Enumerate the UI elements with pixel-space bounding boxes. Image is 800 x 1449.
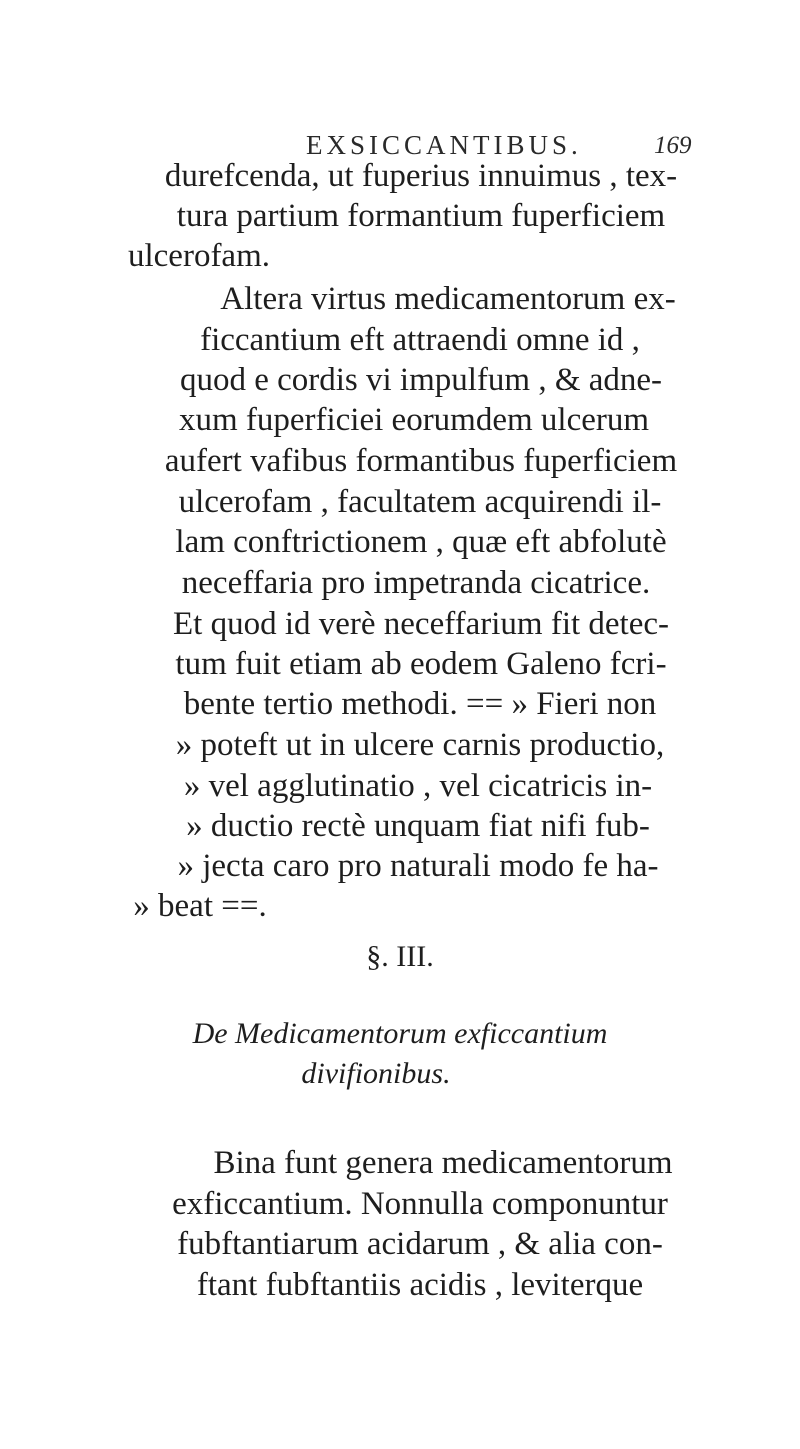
section-title: De Medicamentorum exficcantium [192,1017,608,1050]
text-line: ulcerofam , facultatem acquirendi il- [178,484,662,520]
text-line: Altera virtus medicamentorum ex- [220,281,676,317]
text-line: » poteft ut in ulcere carnis productio, [175,727,665,763]
text-line: exficcantium. Nonnulla componuntur [172,1186,668,1222]
section-title-continued: divifionibus. [301,1057,451,1090]
text-line: fubftantiarum acidarum , & alia con- [177,1226,663,1262]
text-line: ulcerofam. [127,238,271,274]
text-line: quod e cordis vi impulfum , & adne- [179,362,663,398]
text-line: » ductio rectè unquam fiat nifi fub- [186,808,650,844]
text-line: tura partium formantium fuperficiem [176,198,666,234]
text-line: » beat ==. [133,888,267,924]
text-line: durefcenda, ut fuperius innuimus , tex- [164,158,678,194]
text-line: ftant fubftantiis acidis , leviterque [196,1267,644,1303]
running-title: EXSICCANTIBUS. [306,130,582,160]
text-line: aufert vafibus formantibus fuperficiem [164,443,678,479]
text-line: ficcantium eft attraendi omne id , [200,322,640,358]
page-number: 169 [654,132,692,159]
text-line: » jecta caro pro naturali modo fe ha- [177,848,659,884]
text-line: bente tertio methodi. == » Fieri non [183,686,657,722]
text-line: lam conftrictionem , quæ eft abfolutè [175,524,667,560]
text-line: » vel agglutinatio , vel cicatricis in- [183,768,653,804]
text-line: tum fuit etiam ab eodem Galeno fcri- [175,646,667,682]
text-line: Bina funt genera medicamentorum [213,1145,673,1181]
text-line: Et quod id verè neceffarium fit detec- [173,606,669,642]
text-line: xum fuperficiei eorumdem ulcerum [178,402,650,438]
section-number: §. III. [366,940,434,973]
text-line: neceffaria pro impetranda cicatrice. [181,565,651,601]
